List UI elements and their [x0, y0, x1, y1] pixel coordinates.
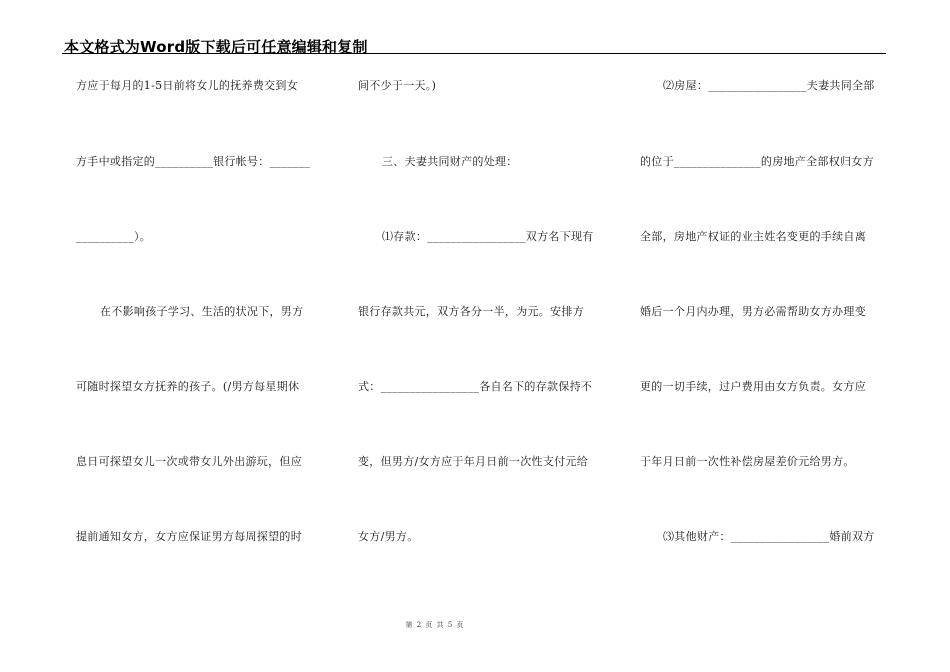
col3-line-6: 于年月日前一次性补偿房屋差价元给男方。: [640, 455, 855, 468]
col2-line-2: 三、夫妻共同财产的处理：: [382, 155, 518, 168]
col2-line-7: 女方/男方。: [358, 530, 419, 543]
col2-line-5: 式：_________________各自名下的存款保持不: [358, 380, 593, 393]
col1-line-4: 在不影响孩子学习、生活的状况下，男方: [100, 305, 304, 318]
col3-line-5: 更的一切手续，过户费用由女方负责。女方应: [640, 380, 866, 393]
col2-line-6: 变，但男方/女方应于年月日前一次性支付元给: [358, 455, 589, 468]
col1-line-1: 方应于每月的1-5日前将女儿的抚养费交到女: [76, 79, 299, 92]
col3-line-1: ⑵房屋：_________________夫妻共同全部: [663, 79, 875, 92]
col3-line-4: 婚后一个月内办理，男方必需帮助女方办理变: [640, 305, 866, 318]
page-number-footer: 第 2 页 共 5 页: [405, 621, 465, 629]
col1-line-3: __________）。: [76, 230, 152, 243]
col3-line-7: ⑶其他财产：_________________婚前双方: [663, 530, 875, 543]
col1-line-7: 提前通知女方，女方应保证男方每周探望的时: [76, 530, 302, 543]
col1-line-6: 息日可探望女儿一次或带女儿外出游玩，但应: [76, 455, 302, 468]
col1-line-2: 方手中或指定的__________银行帐号：_______: [76, 155, 311, 168]
header-divider: [62, 53, 886, 54]
col2-line-3: ⑴存款：_________________双方名下现有: [382, 230, 594, 243]
col3-line-2: 的位于_______________的房地产全部权归女方: [640, 155, 874, 168]
col1-line-5: 可随时探望女方抚养的孩子。(/男方每星期休: [76, 380, 300, 393]
col2-line-4: 银行存款共元，双方各分一半，为元。安排方: [358, 305, 584, 318]
document-header-title: 本文格式为Word版下载后可任意编辑和复制: [64, 38, 368, 56]
col2-line-1: 间不少于一天。): [358, 79, 437, 92]
col3-line-3: 全部，房地产权证的业主姓名变更的手续自离: [640, 230, 866, 243]
